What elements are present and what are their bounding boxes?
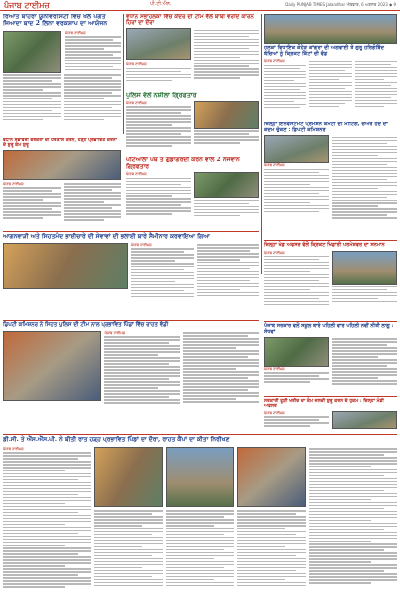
article-photo (3, 243, 128, 289)
article-1 (3, 14, 121, 134)
byline: ਪੰਜਾਬ ਟਾਈਮਜ਼ (126, 101, 147, 106)
article-photo (3, 31, 61, 73)
article-12 (264, 396, 397, 432)
article-photo (264, 14, 397, 44)
masthead-dateline: Daily PUNJAB TIMES Jalandhar ਐਤਵਾਰ, 6 ਅਗਸਤ 2023 ◆ 9 (285, 2, 396, 7)
headline: ਪੰਜਾਬ ਸਰਕਾਰ ਵਲੋਂ ਸਕੂਲ ਬਾਰੇ ਪਹਿਲੀ ਵਾਰ ਪਹਿਲੀ ਨਵੀਂ ਨੀਤੀ ਲਾਗੂ : ਸੰਧਵਾਂ (264, 323, 394, 335)
headline: ਸਰਕਾਰੀ ਤੂੜੀ ਖਰੀਦ ਦਾ ਕੰਮ ਜਲਦੀ ਸ਼ੁਰੂ ਕਰਨ ਦੇ ਹੁਕਮ : ਜ਼ਿਲ੍ਹਾ ਮੰਡੀ ਅਫਸਰ (264, 399, 384, 410)
article-11 (264, 321, 397, 393)
headline: ਵਧਾਨ ਸਭਾਹਲਕਾ ਵਿੱਚ ਕੇਂਦਰ ਦੀ ਟੀਮ ਵੱਲੋਂ ਬਾਬੀ ਵਰਦਿ ਕਾਰਨ ਹਿਰਾਂ ਦਾ ਦੌਰਾ (126, 14, 254, 27)
article-photo (3, 150, 121, 180)
headline: ਪੁਲਿਸ ਵੱਲੋਂ ਨਸ਼ੀਲਾ ਗ੍ਰਿਫਤਾਰ (126, 92, 197, 99)
article-10 (3, 320, 259, 428)
byline: ਪੰਜਾਬ ਟਾਈਮਜ਼ (264, 163, 285, 168)
article-9 (264, 240, 397, 318)
article-photo (264, 135, 329, 163)
byline: ਪੰਜਾਬ ਟਾਈਮਜ਼ (264, 250, 285, 255)
byline: ਪੰਜਾਬ ਟਾਈਮਜ਼ (3, 182, 24, 187)
article-7 (264, 122, 397, 237)
byline: ਪੰਜਾਬ ਟਾਈਮਜ਼ (104, 330, 126, 335)
headline: ਹਲਕਾ ਵਿਧਾਇਕ ਕੋਹੇੜ ਕਾਂਗਰਾ ਦੀ ਅਗਵਾਈ ਤੇ ਗੁਰੂ ਹਰਿਗੋਬਿੰਦ ਬੱਚਿਆਂ ਨੂੰ ਕ੍ਰਿਕਟ ਕਿੱਟਾਂ ਦੀ ਵੰਡ (264, 45, 385, 57)
article-photo (94, 447, 163, 507)
article-4 (264, 14, 397, 119)
byline: ਪੰਜਾਬ ਟਾਈਮਜ਼ (3, 446, 24, 451)
byline: ਪੰਜਾਬ ਟਾਈਮਜ਼ (126, 172, 147, 177)
headline: ਆਗਨਵਾੜੀ ਅਤੇ ਸਿਹਤਮੰਦ ਭਾਈਚਾਰੇ ਦੀ ਸੇਵਾਵਾਂ ਦੀ ਭਲਾਈ ਬਾਰੇ ਸੈਮੀਨਾਰ ਕਰਵਾਇਆ ਗਿਆ (3, 233, 210, 240)
article-photo (332, 411, 397, 429)
byline: ਪੰਜਾਬ ਟਾਈਮਜ਼ (264, 411, 285, 416)
headline: ਜ਼ਿਲ੍ਹਾ ਖੇਡ ਅਫਸਰ ਵੱਲੋਂ ਕ੍ਰਿਕਟ ਖਿਡਾਰੀ ਪਰਮੇਸ਼ਵਰ ਦਾ ਸਨਮਾਨ (264, 242, 385, 248)
headline: ਰਿਆਤ ਬਾਹਰਾ ਯੂਨੀਵਰਸਿਟੀ ਵਿੱਚ ਖੇਲ ਪੰਗਤ ਜਿਆਦਾ ਬਾਦ 2 ਲਿਨਾ ਵਰਕਸ਼ਾਪ ਦਾ ਆਯੋਜਨ (3, 14, 108, 27)
article-photo (166, 447, 235, 507)
byline: ਪੰਜਾਬ ਟਾਈਮਜ਼ (264, 367, 285, 371)
byline: ਪੰਜਾਬ ਟਾਈਮਜ਼ (126, 62, 147, 67)
article-6 (126, 157, 259, 227)
article-3 (126, 92, 259, 154)
masthead (0, 0, 400, 11)
article-photo (194, 101, 259, 129)
article-13 (3, 434, 397, 608)
article-5 (3, 138, 121, 228)
article-photo (264, 337, 329, 367)
headline: ਡੀ.ਸੀ. ਤੇ ਐੱਸ.ਐੱਸ.ਪੀ. ਨੇ ਬੀਤੀ ਰਾਤ ਹੜ੍ਹ ਪ੍ਰਭਾਵਿਤ ਪਿੰਡਾਂ ਦਾ ਦੌਰਾ, ਰਾਹਤ ਕੈਂਪਾਂ ਦਾ ਕੀਤਾ ਨਿਰੀਖਣ (3, 436, 230, 443)
article-2 (126, 14, 259, 89)
article-photo (194, 172, 259, 198)
headline: ਜ਼ਿਲ੍ਹਾ ਇਨਵੈਸਟਮੈਂਟ ਪ੍ਰਮੋਸ਼ਨ ਕਮੇਟੀ ਦੀ ਮੀਟਿੰਗ, ਚੇਅਰ ਹੋਂਦ ਦਾ ਕਦਮ ਚੁੱਕਣ : ਡਿਪਟੀ ਕਮਿਸ਼ਨਰ (264, 122, 388, 133)
article-photo (126, 28, 191, 60)
article-photo (332, 251, 397, 285)
headline: ਪਟਿਆਲਾ ਪੰਥ ਤੇ ਗੁੰਡਾਗਰਦੀ ਕਰਨ ਵਾਲੇ 2 ਨੌਜਵਾਨ ਗ੍ਰਿਫਤਾਰ (126, 157, 240, 170)
byline: ਪੰਜਾਬ ਟਾਈਮਜ਼ (65, 30, 86, 35)
byline: ਪੰਜਾਬ ਟਾਈਮਜ਼ (264, 59, 285, 64)
article-8 (3, 231, 259, 317)
byline: ਪੰਜਾਬ ਟਾਈਮਜ਼ (131, 242, 152, 247)
headline: ਵਧਾਨ ਸਭਾਵਰੀ ਵਰਕਰਾਂ ਦੀ ਹਰਤਾਲ ਕਰਨ, ਹੜ੍ਹ ਪ੍ਰਭਾਵਿਤ ਕਰਨਾਂ ਦੇ ਸ਼ੁਰੂ ਕੰਮ ਸ਼ੁਰੂ (3, 138, 117, 149)
article-photo (237, 447, 306, 507)
masthead-center: ਪੀ.ਟੀ.ਐਨ. (150, 1, 172, 7)
section-title: ਪੰਜਾਬ ਟਾਈਮਜ਼ (4, 0, 50, 10)
headline: ਡਿਪਟੀ ਕਮਿਸ਼ਨਰ ਨੇ ਸਿਹਤ ਪੁਲਿਸ ਦੀ ਟੀਮ ਨਾਲ ਪ੍ਰਭਾਵਿਤ ਪਿੰਡਾਂ ਵਿੱਚ ਰਾਹਤ ਵੰਡੀ (3, 322, 169, 328)
article-photo (3, 331, 101, 401)
